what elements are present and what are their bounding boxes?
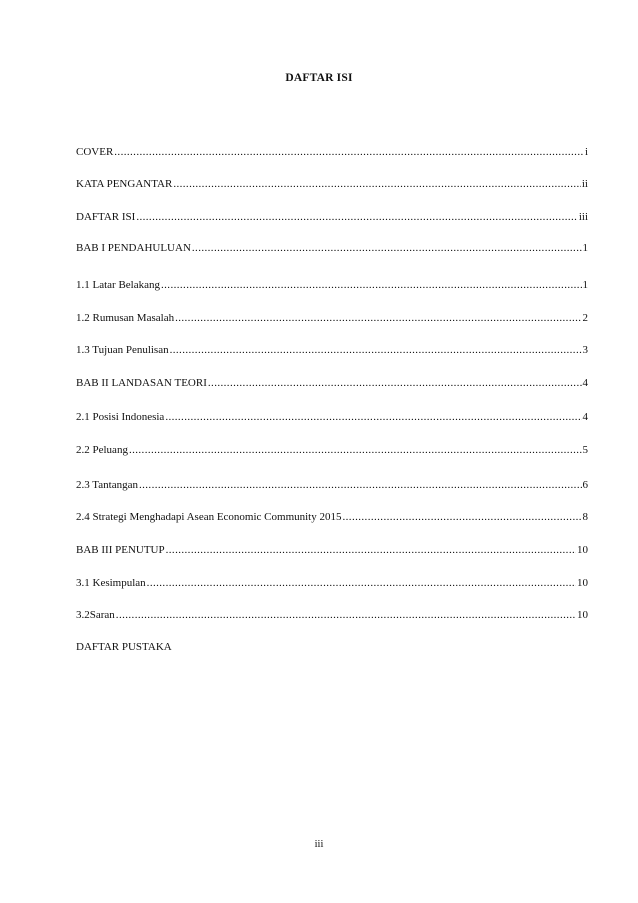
toc-entry-page: 10 bbox=[577, 544, 588, 556]
toc-entry-page: 10 bbox=[577, 609, 588, 621]
page-title: DAFTAR ISI bbox=[285, 72, 353, 84]
toc-entry-daftar-isi bbox=[76, 209, 588, 225]
toc-entry-label: 2.3 Tantangan bbox=[76, 479, 138, 491]
toc-entry-page: 4 bbox=[582, 377, 588, 389]
toc-entry-bab-1 bbox=[76, 240, 588, 256]
toc-entry-cover bbox=[76, 144, 588, 160]
page-number: iii bbox=[314, 839, 324, 850]
toc-entry-label: 2.1 Posisi Indonesia bbox=[76, 411, 165, 423]
dot-leader bbox=[114, 144, 584, 160]
toc-entry-bab-2 bbox=[76, 375, 588, 391]
toc-entry-page: 6 bbox=[582, 479, 588, 491]
toc-entry-label: 1.3 Tujuan Penulisan bbox=[76, 344, 169, 356]
toc-entry-page: 5 bbox=[582, 444, 588, 456]
toc-entry-page: 3 bbox=[582, 344, 588, 356]
dot-leader bbox=[173, 176, 581, 192]
dot-leader bbox=[165, 409, 581, 425]
toc-entry-label: KATA PENGANTAR bbox=[76, 178, 173, 190]
toc-entry-page: 2 bbox=[582, 312, 588, 324]
dot-leader bbox=[170, 342, 582, 358]
toc-entry-label: 3.1 Kesimpulan bbox=[76, 577, 146, 589]
toc-entry-label: DAFTAR ISI bbox=[76, 211, 136, 223]
dot-leader bbox=[161, 277, 582, 293]
toc-entry-1-2 bbox=[76, 310, 588, 326]
toc-entry-label: BAB I PENDAHULUAN bbox=[76, 242, 191, 254]
toc-entry-label: COVER bbox=[76, 146, 114, 158]
toc-entry-3-1 bbox=[76, 575, 588, 591]
toc-entry-label: 2.4 Strategi Menghadapi Asean Economic Community 2015 bbox=[76, 511, 342, 523]
toc-entry-2-2 bbox=[76, 442, 588, 458]
dot-leader bbox=[343, 509, 582, 525]
dot-leader bbox=[139, 477, 582, 493]
dot-leader bbox=[147, 575, 576, 591]
toc-entry-page: 4 bbox=[582, 411, 588, 423]
toc-entry-kata-pengantar bbox=[76, 176, 588, 192]
toc-entry-2-4 bbox=[76, 509, 588, 525]
toc-entry-page: 10 bbox=[577, 577, 588, 589]
dot-leader bbox=[136, 209, 578, 225]
toc-entry-label: 3.2Saran bbox=[76, 609, 115, 621]
toc-entry-page: ii bbox=[581, 178, 588, 190]
dot-leader bbox=[192, 240, 582, 256]
toc-entry-label: BAB III PENUTUP bbox=[76, 544, 165, 556]
toc-entry-page: i bbox=[584, 146, 588, 158]
toc-entry-3-2 bbox=[76, 607, 588, 623]
dot-leader bbox=[208, 375, 582, 391]
dot-leader bbox=[116, 607, 576, 623]
toc-entry-label: 2.2 Peluang bbox=[76, 444, 128, 456]
toc-entry-label: 1.1 Latar Belakang bbox=[76, 279, 160, 291]
dot-leader bbox=[175, 310, 581, 326]
dot-leader bbox=[166, 542, 576, 558]
toc-entry-2-1 bbox=[76, 409, 588, 425]
toc-entry-1-3 bbox=[76, 342, 588, 358]
toc-entry-page: 1 bbox=[582, 242, 588, 254]
toc-entry-page: 8 bbox=[582, 511, 588, 523]
toc-entry-daftar-pustaka: DAFTAR PUSTAKA bbox=[76, 641, 172, 653]
toc-entry-page: iii bbox=[578, 211, 588, 223]
toc-entry-label: BAB II LANDASAN TEORI bbox=[76, 377, 207, 389]
toc-entry-label: 1.2 Rumusan Masalah bbox=[76, 312, 175, 324]
toc-entry-bab-3 bbox=[76, 542, 588, 558]
toc-entry-1-1 bbox=[76, 277, 588, 293]
dot-leader bbox=[129, 442, 582, 458]
toc-entry-page: 1 bbox=[582, 279, 588, 291]
toc-entry-2-3 bbox=[76, 477, 588, 493]
